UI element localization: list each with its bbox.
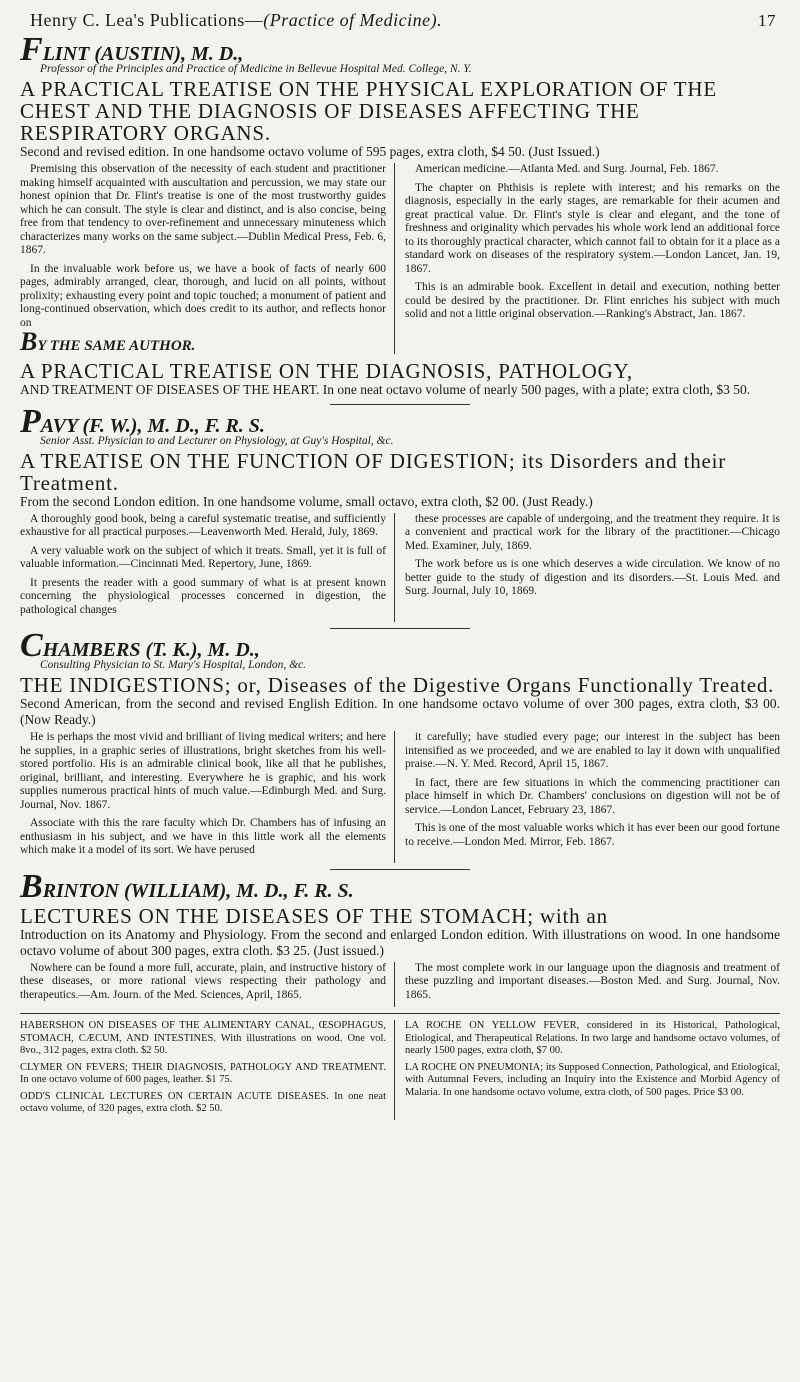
book-description: From the second London edition. In one handsome volume, small octavo, extra cloth, $2 00. (Just Ready.) <box>20 493 593 509</box>
book-description: Second American, from the second and revised English Edition. In one handsome octavo volume of over 300 pages, extra cloth, $3 00. (Now Ready.) <box>20 696 780 727</box>
book-description: Second and revised edition. In one handsome octavo volume of 595 pages, extra cloth, $4 50. (Just Issued.) <box>20 144 600 159</box>
entry-pavy <box>20 402 780 623</box>
review-quote: A very valuable work on the subject of which it treats. Small, yet it is full of valuable information.—Cincinnati Med. Repertory, June, 1869. <box>20 544 386 570</box>
book-title: A TREATISE ON THE FUNCTION OF DIGESTION; its Disorders and their Treatment. <box>20 448 727 495</box>
review-quote: This is an admirable book. Excellent in detail and execution, nothing better could be desired by the practitioner. Dr. Flint enriches his subject with much solid and not a little original observation.—Ranking's Abstract, Jan. 1867. <box>405 281 780 320</box>
running-head-title: Henry C. Lea's Publications—(Practice of Medicine). <box>30 10 443 30</box>
review-quote: The chapter on Phthisis is replete with interest; and his remarks on the diagnosis, especially in the early stages, are remarkable for their acumen and great practical value. Dr. Flint's style is clear and elegant, and the tone of freshness and originality which pervades his whole work lend an additional force to its thoroughly practical character, which cannot fail to obtain for it a place as a standard work on diseases of the respiratory system.—London Lancet, Jan. 19, 1867. <box>405 181 780 275</box>
review-quote: In fact, there are few situations in which the commencing practitioner can place himself in which Dr. Chambers' conclusions on digestion will not be of service.—London Lancet, February 23, 1867. <box>405 776 780 816</box>
listing-item: HABERSHON ON DISEASES OF THE ALIMENTARY CANAL, ŒSOPHAGUS, STOMACH, CÆCUM, AND INTESTINES. With illustrations on wood. One vol. 8vo., 312 pages, extra cloth. $2 50. <box>20 1020 386 1056</box>
author-heading: BRINTON (WILLIAM), M. D., F. R. S. <box>20 867 354 905</box>
listing-item: LA ROCHE ON PNEUMONIA; its Supposed Connection, Pathological, and Etiological, with Autumnal Fevers, including an Inquiry into the Existence and Morbid Agency of Malaria. In one handsome octavo volume, extra cloth, of 500 pages. Price $3 00. <box>405 1061 780 1098</box>
review-quote: A thoroughly good book, being a careful systematic treatise, and sufficiently exhaustive for all practical purposes.—Leavenworth Med. Herald, July, 1869. <box>20 512 386 538</box>
review-column-left <box>20 513 395 623</box>
book-description: AND TREATMENT OF DISEASES OF THE HEART. In one neat octavo volume of nearly 500 pages, with a plate; extra cloth, $3 50. <box>20 381 751 397</box>
review-quote: these processes are capable of undergoing, and the treatment they require. It is a convenient and practical work for the library of the practitioner.—Chicago Med. Examiner, July, 1869. <box>405 512 780 552</box>
listing-item: ODD'S CLINICAL LECTURES ON CERTAIN ACUTE DISEASES. In one neat octavo volume, of 320 pages, extra cloth. $2 50. <box>20 1090 386 1114</box>
book-title: LECTURES ON THE DISEASES OF THE STOMACH; with an <box>20 903 608 928</box>
short-listings <box>20 1013 780 1120</box>
book-description: Introduction on its Anatomy and Physiology. From the second and enlarged London edition. With illustrations on wood. In one handsome octavo volume of about 300 pages, extra cloth. $3 25. (Just issued.) <box>20 926 780 958</box>
review-column-right <box>405 513 780 623</box>
author-affiliation: Consulting Physician to St. Mary's Hospital, London, &c. <box>40 659 306 671</box>
author-affiliation: Senior Asst. Physician to and Lecturer on Physiology, at Guy's Hospital, &c. <box>40 434 394 447</box>
review-columns <box>20 731 780 863</box>
book-title: A PRACTICAL TREATISE ON THE PHYSICAL EXPLORATION OF THE CHEST AND THE DIAGNOSIS OF DISEASES AFFECTING THE RESPIRATORY ORGANS. <box>20 77 717 145</box>
page-number: 17 <box>758 11 776 30</box>
book-title: THE INDIGESTIONS; or, Diseases of the Digestive Organs Functionally Treated. <box>20 673 775 697</box>
author-heading: PAVY (F. W.), M. D., F. R. S. <box>20 402 265 440</box>
entry-flint-heart <box>20 360 780 398</box>
review-quote: Nowhere can be found a more full, accurate, plain, and instructive history of these diseases, or more rational views respecting their pathology and therapeutics.—Am. Journ. of the Med. Sciences, April, 1865. <box>20 961 386 1001</box>
running-head <box>20 6 780 37</box>
listing-item: LA ROCHE ON YELLOW FEVER, considered in its Historical, Pathological, Etiological, and Therapeutical Relations. In two large and handsome octavo volumes, of nearly 1500 pages, extra cloth, $7 00. <box>405 1020 780 1056</box>
review-column-left <box>20 962 395 1008</box>
review-quote: In the invaluable work before us, we have a book of facts of nearly 600 pages, admirably arranged, clear, thorough, and lucid on all points, without prolixity; exhausting every point and topic touched; a monument of patient and long-continued observation, which does credit to its author, and reflects honor on <box>20 262 386 329</box>
review-quote: The most complete work in our language upon the diagnosis and treatment of these puzzling and important diseases.—Boston Med. and Surg. Journal, Nov. 1865. <box>405 961 780 1001</box>
review-column-right <box>405 962 780 1008</box>
entry-flint <box>20 31 780 356</box>
review-column-left <box>20 163 395 354</box>
book-title: A PRACTICAL TREATISE ON THE DIAGNOSIS, PATHOLOGY, <box>20 358 633 383</box>
author-heading: FLINT (AUSTIN), M. D., <box>20 31 244 68</box>
review-columns <box>20 513 780 623</box>
review-column-right <box>405 163 780 354</box>
review-quote: The work before us is one which deserves a wide circulation. We know of no better guide to the study of digestion and its disorders.—St. Louis Med. and Surg. Journal, July 10, 1869. <box>405 558 780 597</box>
review-quote: it carefully; have studied every page; our interest in the subject has been intensified as we proceeded, and we are enabled to lay it down with unqualified praise.—N. Y. Med. Record, April 15, 1867. <box>405 731 780 770</box>
listing-item: CLYMER ON FEVERS; THEIR DIAGNOSIS, PATHOLOGY AND TREATMENT. In one octavo volume of 600 pages, leather. $1 75. <box>20 1061 386 1085</box>
entry-chambers <box>20 627 780 863</box>
section-divider <box>330 628 470 629</box>
entry-brinton <box>20 867 780 1008</box>
author-heading: CHAMBERS (T. K.), M. D., <box>20 627 260 664</box>
section-divider <box>330 869 470 870</box>
review-quote: Associate with this the rare faculty which Dr. Chambers has of infusing an enthusiasm in his subject, and we have in this little work all the elements which make it a model of its sort. We have perused <box>20 817 386 856</box>
review-quote: He is perhaps the most vivid and brilliant of living medical writers; and here he supplies, in a graphic series of illustrations, bright sketches from his well-stored portfolio. His is an admirable clinical book, like all that he publishes, original, brilliant, and interesting. Everywhere he is graphic, and his work supplies numerous practical hints of much value.—Edinburgh Med. and Surg. Journal, Nov. 1867. <box>20 731 386 811</box>
review-column-left <box>20 731 395 863</box>
author-affiliation: Professor of the Principles and Practice of Medicine in Bellevue Hospital Med. College, N. Y. <box>40 63 472 75</box>
section-divider <box>330 404 470 405</box>
review-columns <box>20 962 780 1008</box>
short-listings-right <box>405 1020 780 1120</box>
review-quote: This is one of the most valuable works which it has ever been our good fortune to receive.—London Med. Mirror, Feb. 1867. <box>405 822 780 848</box>
short-listings-left <box>20 1020 395 1120</box>
catalog-page <box>20 0 780 1120</box>
review-quote: Premising this observation of the necessity of each student and practitioner making himself acquainted with auscultation and percussion, we may state our honest opinion that Dr. Flint's treatise is one of the most trustworthy guides which he can consult. The style is clear and distinct, and is also concise, being free from that tendency to over-refinement and unnecessary minuteness which characterizes many works on the same subject.—Dublin Medical Press, Feb. 6, 1867. <box>20 163 386 256</box>
running-head-subtitle: (Practice of Medicine). <box>263 10 443 30</box>
review-quote: It presents the reader with a good summary of what is at present known concerning the physiological processes concerned in digestion, the pathological changes <box>20 576 386 616</box>
review-columns <box>20 163 780 354</box>
byline-same-author: BY THE SAME AUTHOR. <box>20 327 196 356</box>
review-quote: American medicine.—Atlanta Med. and Surg. Journal, Feb. 1867. <box>415 163 719 175</box>
review-column-right <box>405 731 780 863</box>
